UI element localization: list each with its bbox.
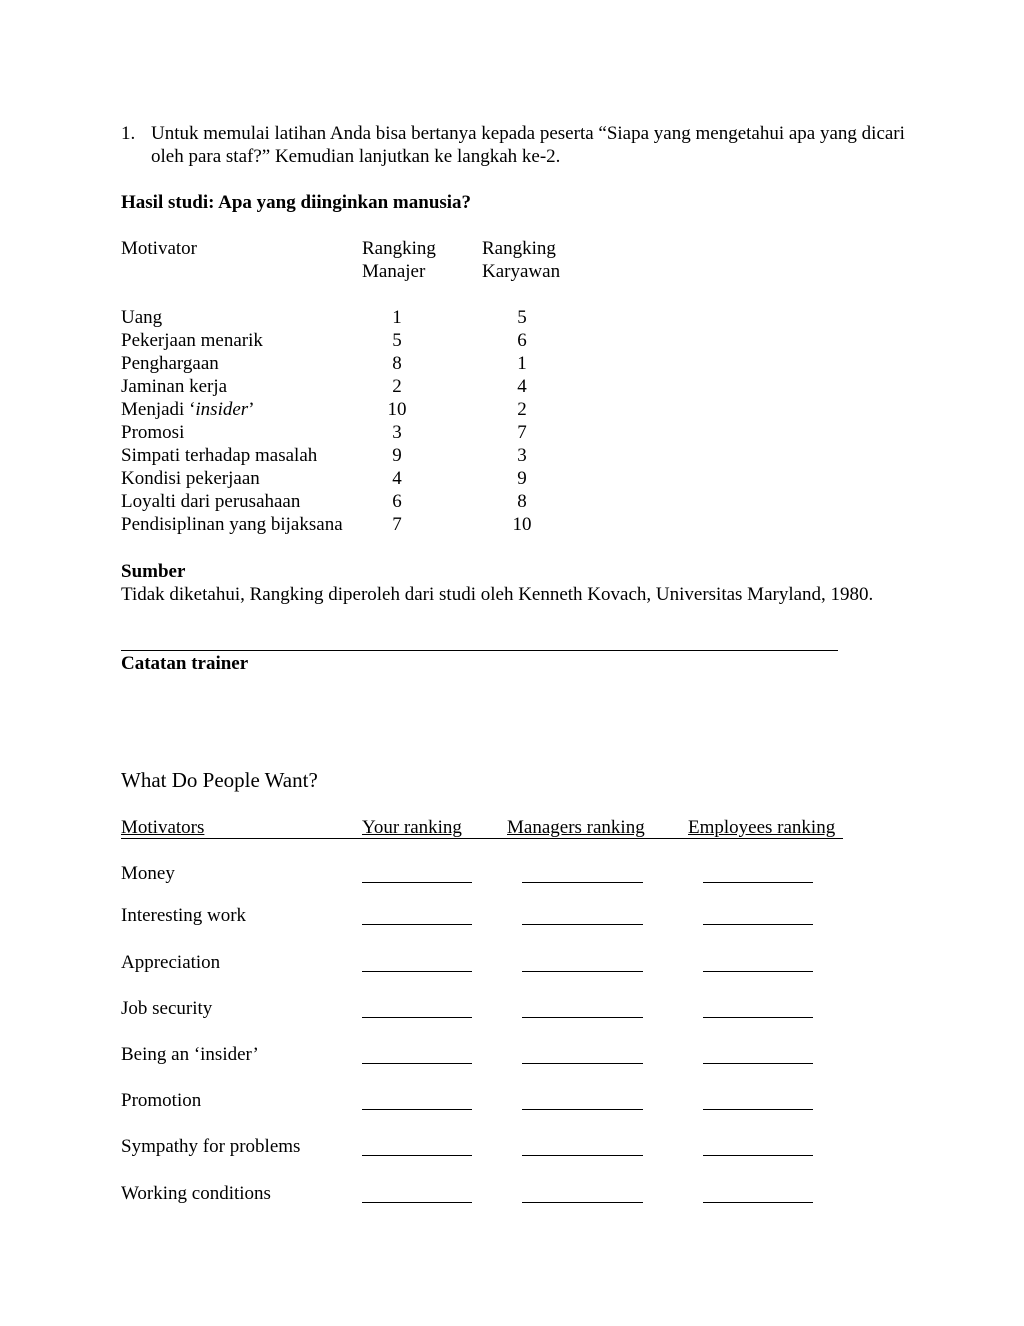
employee-rank: 8 [517, 491, 527, 512]
employees-ranking-blank[interactable] [703, 1155, 813, 1156]
worksheet-header [0, 816, 1024, 839]
manager-rank: 1 [392, 307, 402, 328]
worksheet-motivator: Money [121, 863, 175, 884]
table-row [0, 306, 1024, 329]
col-header-employee [482, 237, 560, 283]
worksheet-row [0, 1135, 1024, 1165]
study-heading: Hasil studi: Apa yang diinginkan manusia? [121, 192, 472, 213]
manager-rank: 8 [392, 353, 402, 374]
motivator-name [121, 513, 343, 536]
source-text: Tidak diketahui, Rangking diperoleh dari studi oleh Kenneth Kovach, Universitas Maryland, 1980. [121, 584, 874, 605]
worksheet-row [0, 904, 1024, 934]
worksheet-row [0, 1043, 1024, 1073]
your-ranking-blank[interactable] [362, 924, 472, 925]
ws-header-underline [121, 838, 843, 839]
motivator-name [121, 444, 317, 467]
managers-ranking-blank[interactable] [522, 1109, 643, 1110]
ws-header-your-ranking: Your ranking [362, 817, 462, 838]
motivator-name-text: Pendisiplinan yang bijaksana [121, 514, 343, 535]
worksheet-title: What Do People Want? [121, 768, 318, 792]
employees-ranking-blank[interactable] [703, 924, 813, 925]
managers-ranking-blank[interactable] [522, 971, 643, 972]
managers-ranking-blank[interactable] [522, 1017, 643, 1018]
trainer-notes-title: Catatan trainer [121, 653, 249, 674]
worksheet-motivator: Job security [121, 998, 213, 1019]
employee-rank: 1 [517, 353, 527, 374]
employee-rank: 7 [517, 422, 527, 443]
worksheet-row [0, 951, 1024, 981]
worksheet-motivator: Appreciation [121, 952, 221, 973]
table-row [0, 352, 1024, 375]
col-header-motivator: Motivator [121, 238, 197, 259]
motivator-name-emphasis: insider [195, 399, 249, 420]
table-row [0, 444, 1024, 467]
your-ranking-blank[interactable] [362, 971, 472, 972]
ws-header-managers-ranking: Managers ranking [507, 817, 645, 838]
employees-ranking-blank[interactable] [703, 971, 813, 972]
motivator-name [121, 352, 219, 375]
table-row [0, 375, 1024, 398]
your-ranking-blank[interactable] [362, 1155, 472, 1156]
employee-rank: 4 [517, 376, 527, 397]
motivator-name [121, 375, 227, 398]
your-ranking-blank[interactable] [362, 1017, 472, 1018]
col-header-manager-line2: Manajer [362, 261, 426, 282]
motivator-name-text: Kondisi pekerjaan [121, 468, 260, 489]
your-ranking-blank[interactable] [362, 1202, 472, 1203]
managers-ranking-blank[interactable] [522, 1155, 643, 1156]
employee-rank: 10 [512, 514, 532, 535]
col-header-employee-line2: Karyawan [482, 261, 561, 282]
col-header-manager [362, 237, 436, 283]
your-ranking-blank[interactable] [362, 1063, 472, 1064]
ws-header-motivators: Motivators [121, 817, 205, 838]
employees-ranking-blank[interactable] [703, 1063, 813, 1064]
employee-rank: 9 [517, 468, 527, 489]
motivator-name-text: Jaminan kerja [121, 376, 228, 397]
manager-rank: 10 [387, 399, 407, 420]
your-ranking-blank[interactable] [362, 882, 472, 883]
motivator-name-text: Uang [121, 307, 163, 328]
manager-rank: 6 [392, 491, 402, 512]
worksheet-motivator: Interesting work [121, 905, 247, 926]
manager-rank: 4 [392, 468, 402, 489]
employees-ranking-blank[interactable] [703, 1202, 813, 1203]
motivator-name-text: Penghargaan [121, 353, 219, 374]
employee-rank: 5 [517, 307, 527, 328]
manager-rank: 5 [392, 330, 402, 351]
motivator-name [121, 490, 300, 513]
ws-header-employees-ranking: Employees ranking [688, 817, 836, 838]
table-row [0, 329, 1024, 352]
motivator-name [121, 398, 255, 421]
motivator-name [121, 306, 162, 329]
managers-ranking-blank[interactable] [522, 1063, 643, 1064]
motivator-name [121, 467, 260, 490]
source-title: Sumber [121, 561, 186, 582]
employees-ranking-blank[interactable] [703, 1109, 813, 1110]
managers-ranking-blank[interactable] [522, 1202, 643, 1203]
employee-rank: 6 [517, 330, 527, 351]
managers-ranking-blank[interactable] [522, 924, 643, 925]
managers-ranking-blank[interactable] [522, 882, 643, 883]
worksheet-row [0, 997, 1024, 1027]
employees-ranking-blank[interactable] [703, 1017, 813, 1018]
manager-rank: 9 [392, 445, 402, 466]
worksheet-motivator: Sympathy for problems [121, 1136, 301, 1157]
manager-rank: 3 [392, 422, 402, 443]
motivator-name-text: Simpati terhadap masalah [121, 445, 318, 466]
employee-rank: 3 [517, 445, 527, 466]
divider-line [121, 650, 838, 651]
list-number: 1. [121, 123, 136, 144]
table-row [0, 421, 1024, 444]
table-row [0, 467, 1024, 490]
employee-rank: 2 [517, 399, 527, 420]
motivator-name-text: Loyalti dari perusahaan [121, 491, 301, 512]
motivator-name-text: Pekerjaan menarik [121, 330, 263, 351]
manager-rank: 7 [392, 514, 402, 535]
worksheet-motivator: Working conditions [121, 1183, 271, 1204]
table-row [0, 398, 1024, 421]
col-header-employee-line1: Rangking [482, 238, 556, 259]
intro-paragraph: Untuk memulai latihan Anda bisa bertanya kepada peserta “Siapa yang mengetahui apa yang dicari oleh para staf?” Kemudian lanjutkan ke langkah ke-2. [151, 123, 905, 167]
worksheet-row [0, 862, 1024, 892]
worksheet-motivator: Promotion [121, 1090, 202, 1111]
employees-ranking-blank[interactable] [703, 882, 813, 883]
ranking-table-body [0, 306, 1024, 536]
motivator-name-text: Promosi [121, 422, 185, 443]
worksheet-row [0, 1182, 1024, 1212]
motivator-name [121, 421, 184, 444]
motivator-name-text: Menjadi ‘ [121, 399, 196, 420]
your-ranking-blank[interactable] [362, 1109, 472, 1110]
table-row [0, 513, 1024, 536]
motivator-name [121, 329, 263, 352]
motivator-name-suffix: ’ [248, 399, 255, 420]
manager-rank: 2 [392, 376, 402, 397]
table-row [0, 490, 1024, 513]
col-header-manager-line1: Rangking [362, 238, 436, 259]
worksheet-row [0, 1089, 1024, 1119]
worksheet-motivator: Being an ‘insider’ [121, 1044, 259, 1065]
